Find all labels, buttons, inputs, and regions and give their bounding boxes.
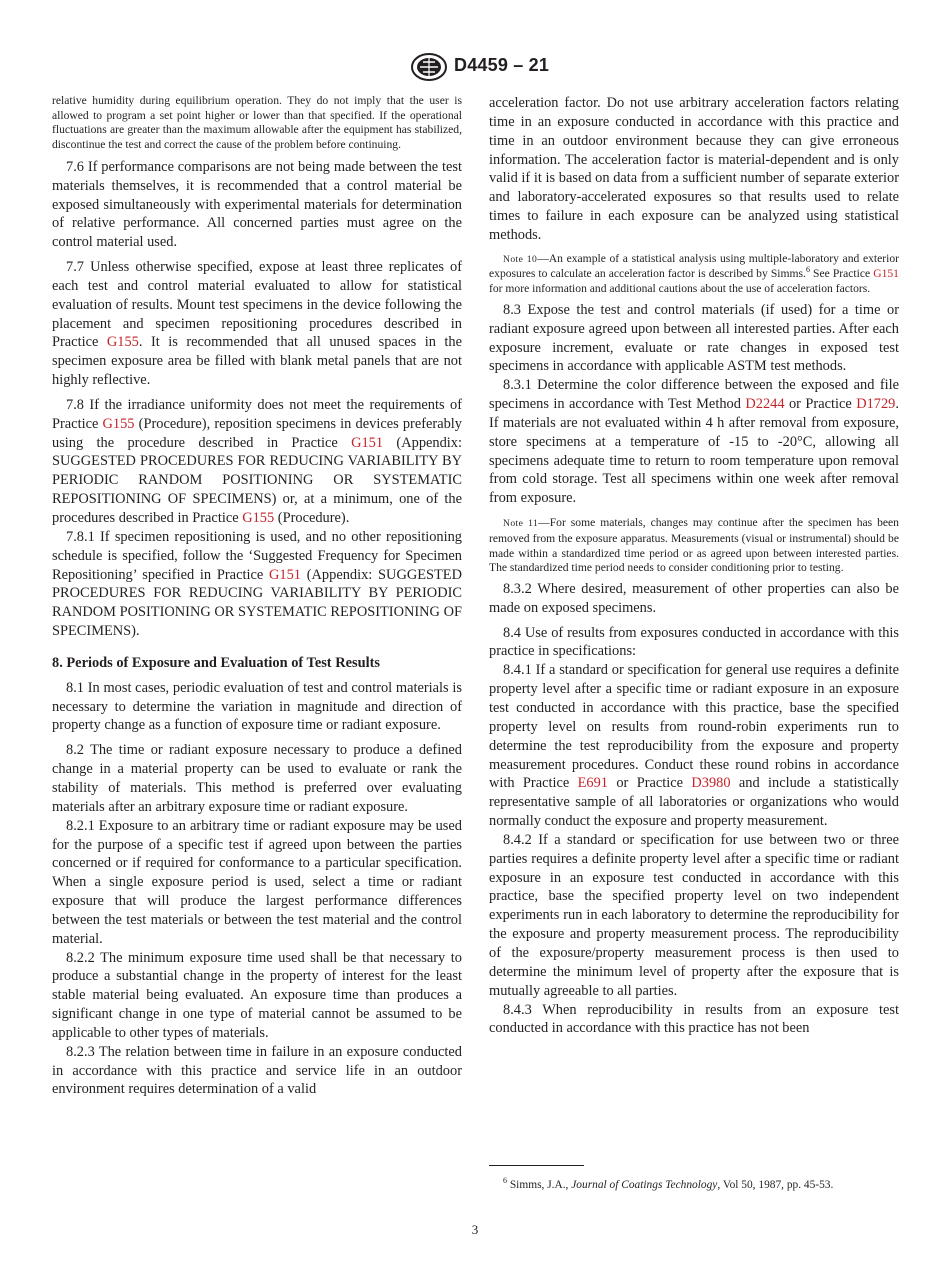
- right-column: [489, 94, 899, 1038]
- link-g155[interactable]: G155: [242, 510, 275, 526]
- link-g155[interactable]: G155: [106, 334, 139, 351]
- paragraph-7-8-1: 7.8.1 If specimen repositioning is used, and no other repositioning schedule is specified, follow the ‘Suggested Frequency for Specimen Repositioning’ specified in Practice G151 (Appendix: SUGGESTED PROCEDURES FOR REDUCING VARIABILITY BY PERIODIC RANDOM POSITIONING OR SYSTEMATIC REPOSITIONING OF SPECIMENS).: [52, 528, 462, 640]
- paragraph-8-3: 8.3 Expose the test and control materials (if used) for a time or radiant exposure agreed upon between all interested parties. After each exposure increment, evaluate or rate changes in exposed test specimens in accordance with applicable ASTM test methods.: [489, 301, 899, 375]
- page-header: [0, 52, 950, 86]
- link-g155[interactable]: G155: [102, 415, 135, 432]
- paragraph-8-2: 8.2 The time or radiant exposure necessary to produce a defined change in a material property can be used to evaluate or rank the stability of materials. This method is preferred over evaluating materials after an arbitrary exposure time or radiant exposure.: [52, 742, 462, 815]
- link-g151[interactable]: G151: [351, 434, 384, 451]
- paragraph-8-2-3: 8.2.3 The relation between time in failure in an exposure conducted in accordance with this practice and service life in an outdoor environment requires determination of a valid: [52, 1043, 462, 1098]
- page-number: 3: [471, 1222, 479, 1237]
- paragraph-8-4: 8.4 Use of results from exposures conducted in accordance with this practice in specifications:: [489, 624, 899, 660]
- document-id: D4459 – 21: [454, 55, 550, 75]
- paragraph-continued: relative humidity during equilibrium operation. They do not imply that the user is allowed to program a set point higher or lower than that specified. If the operational fluctuations are greater than the maximum allowable after the equipment has stabilized, discontinue the test and correct the cause of the problem before continuing.: [52, 94, 462, 152]
- note-10: Note 10—An example of a statistical analysis using multiple-laboratory and exterior exposures to calculate an acceleration factor is described by Simms.$^6$ See Practice G151 for more information and additional cautions about the use of acceleration factors.: [489, 251, 899, 296]
- link-d3980[interactable]: D3980: [691, 775, 731, 792]
- footnote-6: $^6$ Simms, J.A., Journal of Coatings Technology, Vol 50, 1987, pp. 45-53.: [503, 1176, 834, 1191]
- paragraph-8-3-1: 8.3.1 Determine the color difference between the exposed and file specimens in accordance with Test Method D2244 or Practice D1729. If materials are not evaluated within 4 h after removal from exposure, store specimens at a temperature of -15 to -20°C, allowing all specimens adequate time to return to room temperature upon removal from cold storage. Test all specimens within one week after removal from exposure.: [489, 377, 899, 507]
- paragraph-7-8: 7.8 If the irradiance uniformity does not meet the requirements of Practice G155 (Procedure), reposition specimens in devices preferably using the procedure described in Practice G151 (Appendix: SUGGESTED PROCEDURES FOR REDUCING VARIABILITY BY PERIODIC RANDOM POSITIONING OR SYSTEMATIC REPOSITIONING OF SPECIMENS) or, at a minimum, one of the procedures described in Practice G155 (Procedure).: [52, 396, 462, 526]
- left-column: [52, 94, 462, 1099]
- link-g151[interactable]: G151: [873, 267, 899, 281]
- link-d1729[interactable]: D1729: [856, 396, 896, 413]
- link-e691[interactable]: E691: [577, 775, 609, 792]
- paragraph-8-4-2: 8.4.2 If a standard or specification for use between two or three parties requires a definite property level after a specific time or radiant exposure in an exposure test conducted in accordance with this practice, base the specified property level on two independent experiments run in each laboratory to determine the reproducibility for the exposure and property measurement process. The reproducibility of the exposure/property measurement process is then used to determine the minimum level of property after the exposure that is mutually agreeable to all parties.: [489, 831, 899, 999]
- paragraph-7-7: 7.7 Unless otherwise specified, expose at least three replicates of each test and control material evaluated to allow for statistical evaluation of results. Mount test specimens in the device following the placement and specimen repositioning procedures described in Practice G155. It is recommended that all unused spaces in the specimen exposure area be filled with blank metal panels that are not highly reflective.: [52, 259, 462, 389]
- paragraph-8-3-2: 8.3.2 Where desired, measurement of other properties can also be made on exposed specimens.: [489, 580, 899, 616]
- footnote-divider: [489, 1165, 584, 1166]
- astm-logo-icon: [409, 52, 449, 82]
- paragraph-8-4-1: 8.4.1 If a standard or specification for general use requires a definite property level after a specific time or radiant exposure in an exposure test conducted in accordance with this practice, base the specified property level on results from round-robin experiments run to determine the test reproducibility from the exposure and property measurement procedures. Conduct these round robins in accordance with Practice E691 or Practice D3980 and include a statistically representative sample of all laboratories or organizations who would normally conduct the exposure and property measurement.: [489, 662, 899, 830]
- link-g151[interactable]: G151: [269, 566, 301, 583]
- paragraph-continued: acceleration factor. Do not use arbitrary acceleration factors relating time in an exposure conducted in accordance with this practice and time in an outdoor environment because they can give erroneous information. The acceleration factor is material-dependent and is only valid if it is based on data from a sufficient number of separate exterior and laboratory-accelerated exposures so that results used to relate times to failure in each exposure can be analyzed using statistical methods.: [489, 95, 899, 243]
- section-8-heading: 8. Periods of Exposure and Evaluation of Test Results: [52, 654, 380, 671]
- paragraph-8-4-3: 8.4.3 When reproducibility in results from an exposure test conducted in accordance with this practice has not been: [489, 1001, 899, 1037]
- link-d2244[interactable]: D2244: [745, 396, 785, 413]
- paragraph-8-1: 8.1 In most cases, periodic evaluation of test and control materials is necessary to determine the variation in magnitude and direction of property change as a function of exposure time or radiant exposure.: [52, 679, 462, 734]
- paragraph-8-2-2: 8.2.2 The minimum exposure time used shall be that necessary to produce a substantial change in the property of interest for the least stable material being evaluated. An exposure time than produces a significant change in one type of material cannot be assumed to be applicable to other types of materials.: [52, 949, 462, 1041]
- paragraph-8-2-1: 8.2.1 Exposure to an arbitrary time or radiant exposure may be used for the purpose of a specific test if agreed upon between the parties concerned or if required for conformance to a particular specification. When a single exposure period is used, select a time or radiant exposure that will produce the largest performance differences between the test materials or between the test material and the control material.: [52, 817, 462, 947]
- note-11: Note 11—For some materials, changes may continue after the specimen has been removed from the exposure apparatus. Measurements (visual or instrumental) should be made within a standardized time period or as agreed upon between interested parties. The standardized time period needs to consider conditioning prior to testing.: [489, 516, 899, 575]
- paragraph-7-6: 7.6 If performance comparisons are not being made between the test materials themselves, it is recommended that a control material be exposed simultaneously with experimental materials for determination of relative performance. All concerned parties must agree on the control material used.: [52, 158, 462, 251]
